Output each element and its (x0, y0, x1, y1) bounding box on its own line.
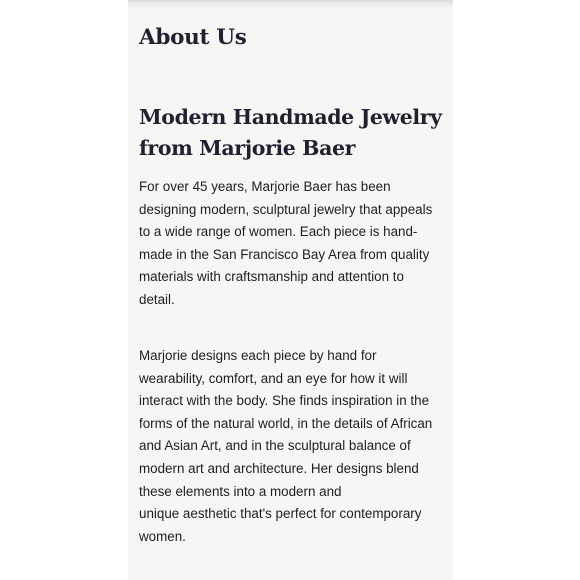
intro-paragraph (139, 176, 445, 312)
paragraph-line: For over 45 years, Marjorie Baer has been (139, 179, 391, 194)
about-page[interactable] (128, 0, 453, 580)
top-shadow-divider (128, 0, 453, 10)
right-margin (453, 0, 580, 580)
paragraph-line: to a wide range of women. Each piece is hand- (139, 224, 418, 240)
design-paragraph (139, 345, 445, 548)
paragraph-line: women. (139, 528, 186, 544)
section-heading (139, 102, 451, 164)
paragraph-line: detail. (139, 291, 175, 307)
paragraph-line: materials with craftsmanship and attention to (139, 269, 404, 285)
paragraph-line: interact with the body. She finds inspiration in the (139, 393, 430, 409)
section-heading-line: from Marjorie Baer (139, 136, 356, 160)
section-heading-line: Modern Handmade Jewelry (139, 105, 442, 129)
paragraph-line: Marjorie designs each piece by hand for (139, 348, 377, 363)
paragraph-line: modern art and architecture. Her designs blend (139, 460, 419, 476)
paragraph-line: designing modern, sculptural jewelry that appeals (139, 201, 433, 217)
paragraph-line: and Asian Art, and in the sculptural balance of (139, 438, 411, 454)
page-title: About Us (139, 25, 247, 50)
paragraph-line: wearability, comfort, and an eye for how it will (139, 370, 408, 386)
paragraph-line: unique aesthetic that's perfect for contemporary (139, 506, 422, 522)
paragraph-line: forms of the natural world, in the details of African (139, 415, 433, 431)
paragraph-line: made in the San Francisco Bay Area from quality (139, 246, 430, 262)
left-margin (0, 0, 128, 580)
paragraph-line: these elements into a modern and (139, 483, 342, 499)
